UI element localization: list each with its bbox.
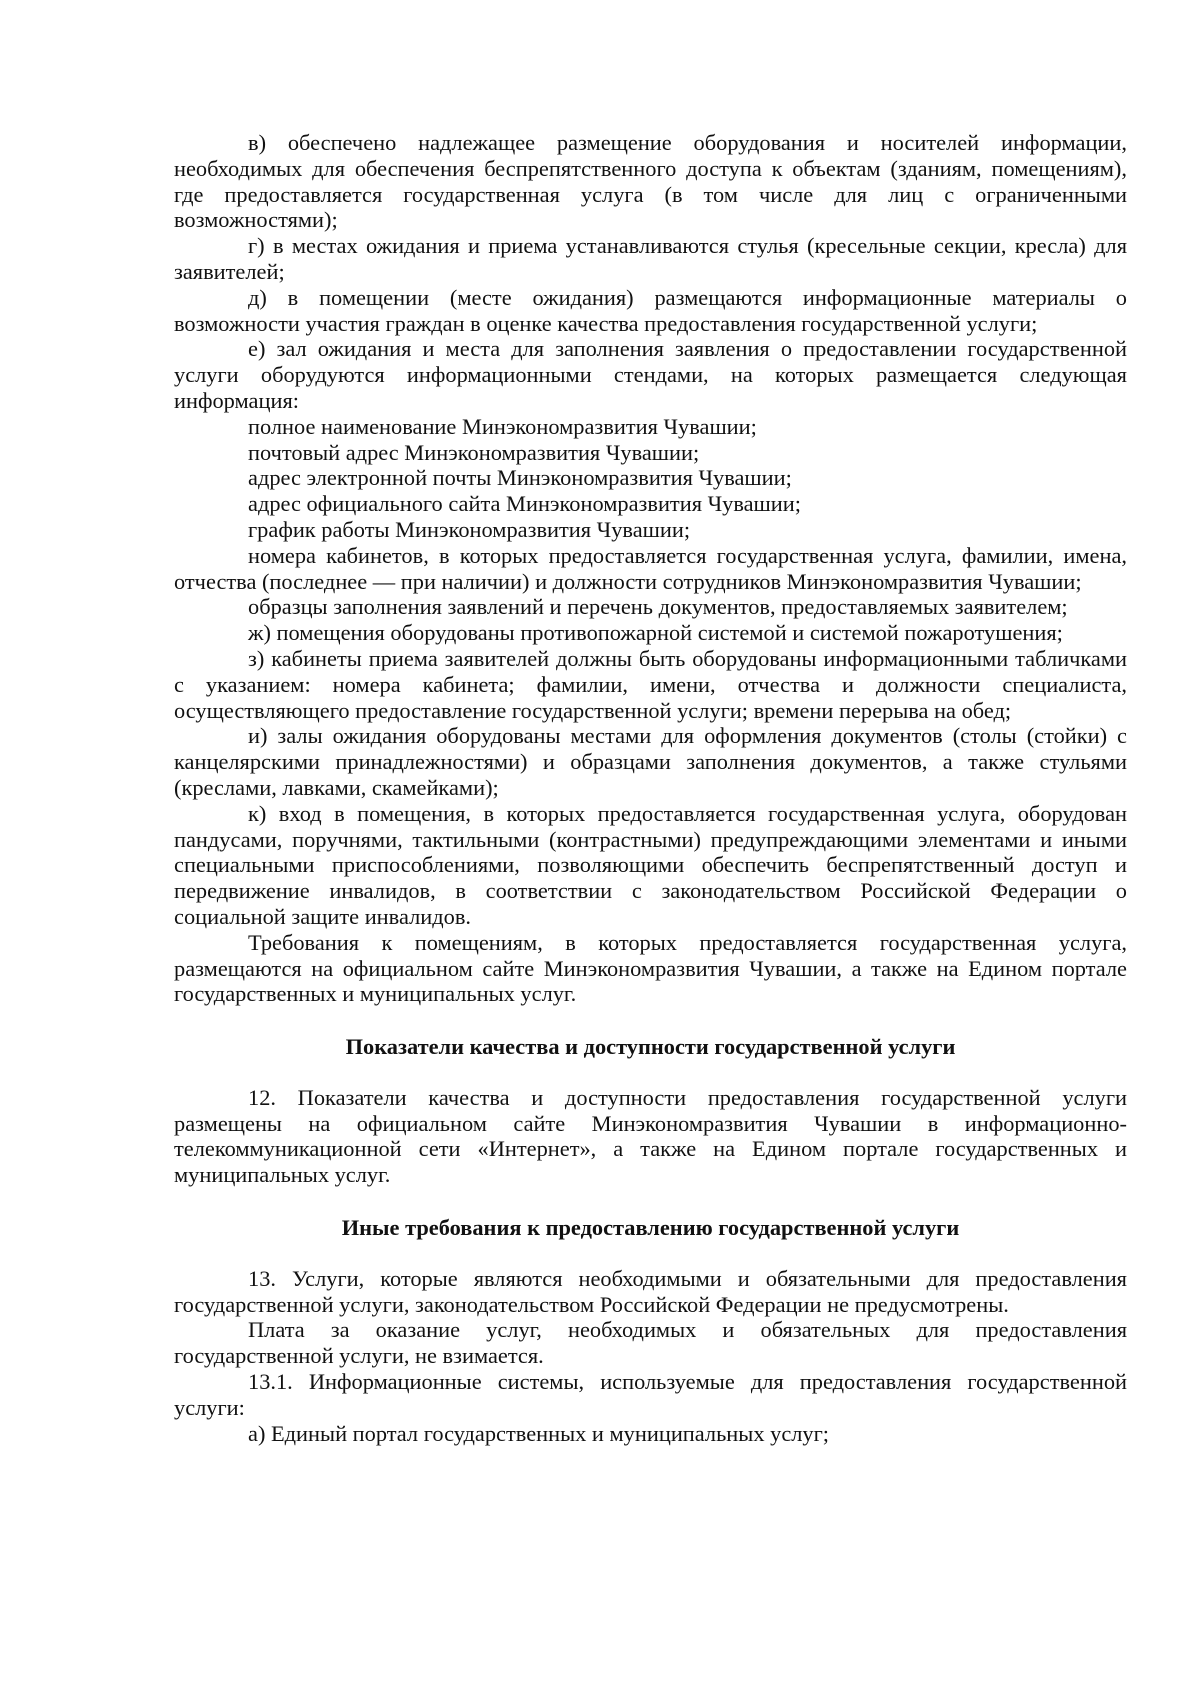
paragraph: 13. Услуги, которые являются необходимыми и обязательными для предоставления государственной услуги, законодательством Российской Федерации не предусмотрены. (174, 1265, 1127, 1317)
paragraph: д) в помещении (месте ожидания) размещаются информационные материалы о возможности участия граждан в оценке качества предоставления государственной услуги; (174, 284, 1127, 336)
paragraph: г) в местах ожидания и приема устанавливаются стулья (кресельные секции, кресла) для заявителей; (174, 233, 1127, 284)
paragraph: Требования к помещениям, в которых предоставляется государственная услуга, размещаются на официальном сайте Минэкономразвития Чувашии, а также на Едином портале государственных и муниципальных услуг. (174, 929, 1127, 1007)
section-heading-other-requirements: Иные требования к предоставлению государственной услуги (341, 1215, 960, 1241)
paragraph: номера кабинетов, в которых предоставляется государственная услуга, фамилии, имена, отчества (последнее — при наличии) и должности сотрудников Минэкономразвития Чувашии; (174, 542, 1127, 594)
paragraph: полное наименование Минэкономразвития Чувашии; (248, 413, 757, 439)
paragraph: з) кабинеты приема заявителей должны быть оборудованы информационными табличками с указанием: номера кабинета; фамилии, имени, отчества и должности специалиста, осуществляющего предоставление государственной услуги; времени перерыва на обед; (174, 645, 1127, 723)
document-body (174, 130, 1127, 1446)
paragraph: образцы заполнения заявлений и перечень документов, предоставляемых заявителем; (248, 594, 1068, 620)
section-heading-quality: Показатели качества и доступности государственной услуги (345, 1034, 956, 1060)
paragraph: почтовый адрес Минэкономразвития Чувашии; (248, 439, 700, 465)
paragraph: адрес официального сайта Минэкономразвития Чувашии; (248, 491, 801, 517)
spacer (174, 1188, 1127, 1215)
paragraph: адрес электронной почты Минэкономразвития Чувашии; (248, 465, 792, 491)
paragraph: е) зал ожидания и места для заполнения заявления о предоставлении государственной услуги оборудуются информационными стендами, на которых размещается следующая информация: (174, 336, 1127, 413)
paragraph: а) Единый портал государственных и муниципальных услуг; (248, 1420, 830, 1446)
paragraph: ж) помещения оборудованы противопожарной системой и системой пожаротушения; (248, 620, 1063, 646)
paragraph: к) вход в помещения, в которых предоставляется государственная услуга, оборудован пандусами, поручнями, тактильными (контрастными) предупреждающими элементами и иными специальными приспособлениями, позволяющими обеспечить беспрепятственный доступ и передвижение инвалидов, в соответствии с законодательством Российской Федерации о социальной защите инвалидов. (174, 800, 1127, 929)
paragraph: график работы Минэкономразвития Чувашии; (248, 516, 691, 542)
paragraph: и) залы ожидания оборудованы местами для оформления документов (столы (стойки) с канцелярскими принадлежностями) и образцами заполнения документов, а также стульями (креслами, лавками, скамейками); (174, 723, 1127, 800)
paragraph: 12. Показатели качества и доступности предоставления государственной услуги размещены на официальном сайте Минэкономразвития Чувашии в информационно-телекоммуникационной сети «Интернет», а также на Едином портале государственных и муниципальных услуг. (174, 1084, 1127, 1188)
paragraph: в) обеспечено надлежащее размещение оборудования и носителей информации, необходимых для обеспечения беспрепятственного доступа к объектам (зданиям, помещениям), где предоставляется государственная услуга (в том числе для лиц с ограниченными возможностями); (174, 130, 1127, 233)
spacer (174, 1060, 1127, 1085)
spacer (174, 1241, 1127, 1266)
spacer (174, 1007, 1127, 1034)
paragraph: Плата за оказание услуг, необходимых и обязательных для предоставления государственной услуги, не взимается. (174, 1317, 1127, 1369)
paragraph: 13.1. Информационные системы, используемые для предоставления государственной услуги: (174, 1369, 1127, 1420)
